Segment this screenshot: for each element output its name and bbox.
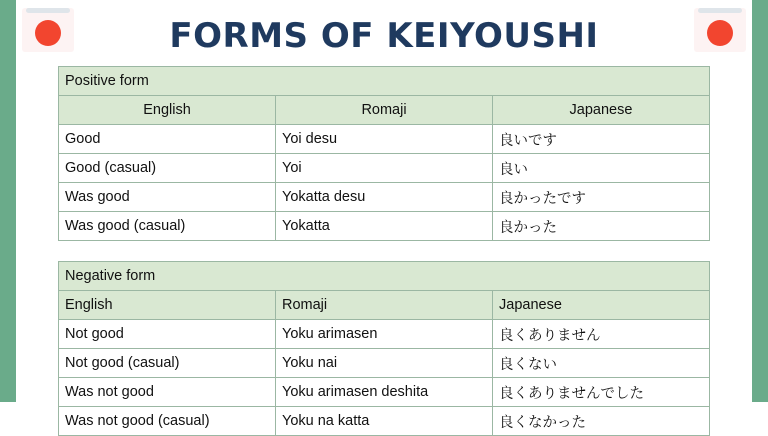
negative-form-table <box>58 261 710 436</box>
cell-english: Was good <box>59 183 276 212</box>
cell-japanese: 良くありませんでした <box>493 378 710 407</box>
table-row <box>59 212 710 241</box>
column-header-japanese: Japanese <box>493 291 710 320</box>
section-title: Positive form <box>59 67 710 96</box>
table-row <box>59 154 710 183</box>
cell-japanese: 良いです <box>493 125 710 154</box>
cell-romaji: Yoi <box>276 154 493 183</box>
cell-english: Was not good <box>59 378 276 407</box>
table-row <box>59 125 710 154</box>
cell-english: Not good (casual) <box>59 349 276 378</box>
cell-romaji: Yoku na katta <box>276 407 493 436</box>
cell-japanese: 良かった <box>493 212 710 241</box>
right-accent-bar <box>752 0 768 402</box>
cell-japanese: 良くありません <box>493 320 710 349</box>
section-title: Negative form <box>59 262 710 291</box>
cell-english: Was not good (casual) <box>59 407 276 436</box>
table-row <box>59 407 710 436</box>
cell-romaji: Yoku nai <box>276 349 493 378</box>
table-section-header <box>59 67 710 96</box>
cell-japanese: 良かったです <box>493 183 710 212</box>
cell-japanese: 良い <box>493 154 710 183</box>
table-column-headers <box>59 291 710 320</box>
left-accent-bar <box>0 0 16 402</box>
table-row <box>59 320 710 349</box>
table-row <box>59 183 710 212</box>
table-section-header <box>59 262 710 291</box>
column-header-romaji: Romaji <box>276 291 493 320</box>
table-spacer <box>58 241 710 261</box>
cell-romaji: Yoku arimasen <box>276 320 493 349</box>
column-header-japanese: Japanese <box>493 96 710 125</box>
cell-english: Not good <box>59 320 276 349</box>
table-column-headers <box>59 96 710 125</box>
cell-english: Was good (casual) <box>59 212 276 241</box>
page-title: FORMS OF KEIYOUSHI <box>169 16 599 56</box>
tables-container <box>58 66 710 436</box>
table-row <box>59 349 710 378</box>
cell-english: Good (casual) <box>59 154 276 183</box>
cell-japanese: 良くなかった <box>493 407 710 436</box>
column-header-english: English <box>59 96 276 125</box>
flag-pole-left <box>26 8 70 13</box>
table-row <box>59 378 710 407</box>
positive-form-table <box>58 66 710 241</box>
cell-romaji: Yoku arimasen deshita <box>276 378 493 407</box>
cell-romaji: Yokatta <box>276 212 493 241</box>
flag-pole-right <box>698 8 742 13</box>
cell-english: Good <box>59 125 276 154</box>
column-header-romaji: Romaji <box>276 96 493 125</box>
column-header-english: English <box>59 291 276 320</box>
cell-japanese: 良くない <box>493 349 710 378</box>
cell-romaji: Yokatta desu <box>276 183 493 212</box>
cell-romaji: Yoi desu <box>276 125 493 154</box>
